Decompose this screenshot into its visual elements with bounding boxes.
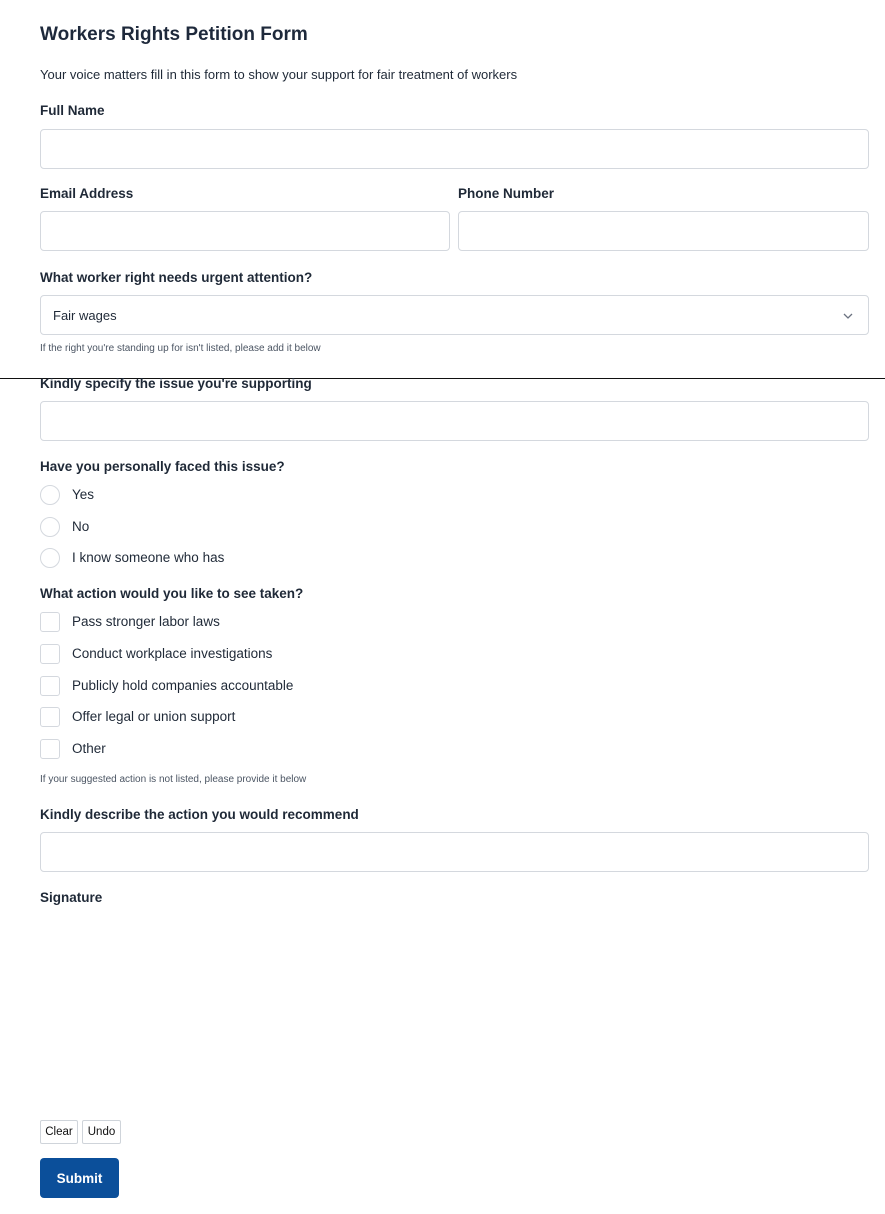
signature-clear-button[interactable]: Clear	[40, 1120, 78, 1144]
issue-specify-input[interactable]	[40, 401, 869, 441]
issue-specify-label: Kindly specify the issue you're supporting	[40, 376, 312, 391]
form-title: Workers Rights Petition Form	[40, 24, 308, 45]
checkbox-legal-support-label[interactable]: Offer legal or union support	[72, 709, 236, 724]
full-name-input[interactable]	[40, 129, 869, 169]
phone-field[interactable]	[458, 211, 869, 251]
submit-button[interactable]: Submit	[40, 1158, 119, 1198]
radio-know-someone-label[interactable]: I know someone who has	[72, 550, 225, 565]
checkbox-accountable[interactable]	[40, 676, 60, 696]
radio-yes[interactable]	[40, 485, 60, 505]
checkbox-investigations-label[interactable]: Conduct workplace investigations	[72, 646, 273, 661]
action-describe-label: Kindly describe the action you would recommend	[40, 807, 359, 822]
checkbox-labor-laws[interactable]	[40, 612, 60, 632]
checkbox-other-label[interactable]: Other	[72, 741, 106, 756]
faced-issue-label: Have you personally faced this issue?	[40, 459, 285, 474]
full-name-label: Full Name	[40, 103, 105, 118]
worker-right-label: What worker right needs urgent attention?	[40, 270, 313, 285]
worker-right-selected-value: Fair wages	[53, 308, 117, 323]
radio-no-label[interactable]: No	[72, 519, 90, 534]
radio-know-someone[interactable]	[40, 548, 60, 568]
phone-label: Phone Number	[458, 186, 555, 201]
actions-hint: If your suggested action is not listed, please provide it below	[40, 774, 307, 785]
signature-undo-button[interactable]: Undo	[82, 1120, 121, 1144]
email-field[interactable]	[40, 211, 450, 251]
checkbox-labor-laws-label[interactable]: Pass stronger labor laws	[72, 614, 220, 629]
radio-no[interactable]	[40, 517, 60, 537]
signature-pad[interactable]	[40, 915, 869, 1115]
signature-label: Signature	[40, 890, 103, 905]
checkbox-legal-support[interactable]	[40, 707, 60, 727]
worker-right-hint: If the right you're standing up for isn't listed, please add it below	[40, 343, 321, 354]
radio-yes-label[interactable]: Yes	[72, 487, 95, 502]
checkbox-investigations[interactable]	[40, 644, 60, 664]
actions-label: What action would you like to see taken?	[40, 586, 304, 601]
checkbox-accountable-label[interactable]: Publicly hold companies accountable	[72, 678, 294, 693]
checkbox-other[interactable]	[40, 739, 60, 759]
action-describe-input[interactable]	[40, 832, 869, 872]
worker-right-select[interactable]	[40, 295, 869, 335]
chevron-down-icon	[842, 310, 854, 322]
form-subtitle: Your voice matters fill in this form to show your support for fair treatment of workers	[40, 67, 518, 82]
email-label: Email Address	[40, 186, 134, 201]
